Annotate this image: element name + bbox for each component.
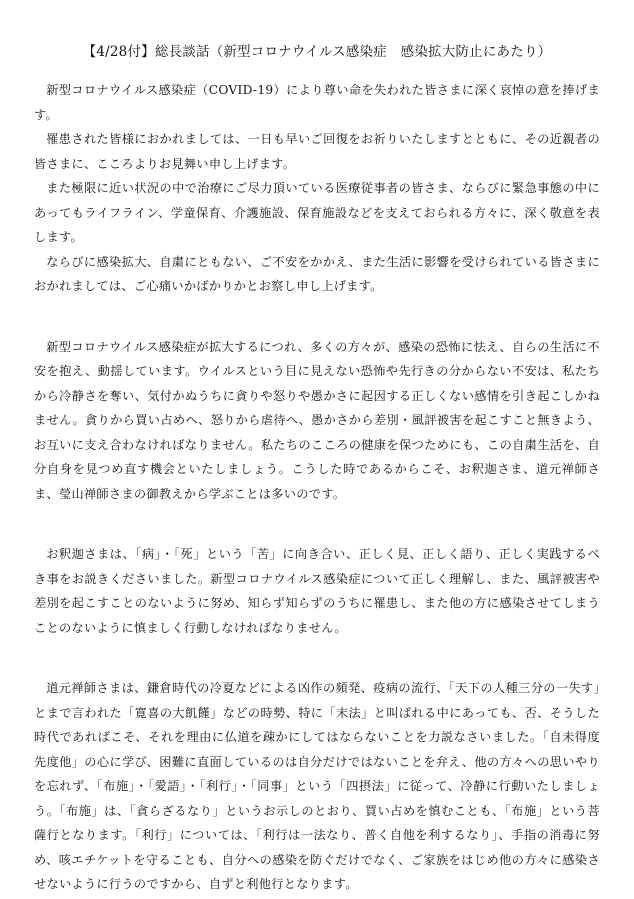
paragraph-spacer bbox=[34, 506, 600, 542]
paragraph: 罹患された皆様におかれましては、一日も早いご回復をお祈りいたしますとともに、その近親者の皆さまに、こころよりお見舞い申し上げます。 bbox=[34, 132, 600, 171]
paragraph-spacer bbox=[34, 640, 600, 676]
paragraph: 新型コロナウイルス感染症が拡大するにつれ、多くの方々が、感染の恐怖に怯え、自らの生活に不安を抱え、動揺しています。ウイルスという目に見えない恐怖や先行きの分からない不安は、私たちから冷静さを奪い、気付かぬうちに貪りや怒りや愚かさに起因する正しくない感情を引き起こしかねません。貪りから買い占めへ、怒りから虐待へ、愚かさから差別・風評被害を起こすこと無きよう、お互いに支え合わなければなりません。私たちのこころの健康を保つためにも、この自粛生活を、自分自身を見つめ直す機会といたしましょう。こうした時であるからこそ、お釈迦さま、道元禅師さま、瑩山禅師さまの御教えから学ぶことは多いのです。 bbox=[34, 339, 600, 501]
paragraph: 道元禅師さまは、鎌倉時代の冷夏などによる凶作の頻発、疫病の流行、「天下の人種三分の一失す」とまで言われた「寛喜の大飢饉」などの時勢、特に「末法」と叫ばれる中にあっても、否、そうした時代であればこそ、それを理由に仏道を疎かにしてはならないことを力説なさいました。「自未得度先度他」の心に学び、困難に直面しているのは自分だけではないことを弁え、他の方々への思いやりを忘れず、「布施」・「愛語」・「利行」・「同事」という「四摂法」に従って、冷静に行動いたしましょう。「布施」は、「貪らざるなり」というお示しのとおり、買い占めを慎むことも、「布施」という菩薩行となります。「利行」については、「利行は一法なり、普く自他を利するなり」、手指の消毒に努め、咳エチケットを守ることも、自分への感染を防ぐだけでなく、ご家族をはじめ他の方々に感染させないように行うのですから、自ずと利他行となります。 bbox=[34, 681, 600, 891]
paragraph: 新型コロナウイルス感染症（COVID-19）により尊い命を失われた皆さまに深く哀悼の意を捧げます。 bbox=[34, 83, 600, 122]
paragraph: お釈迦さまは、「病」・「死」という「苦」に向き合い、正しく見、正しく語り、正しく実践するべき事をお説きくださいました。新型コロナウイルス感染症について正しく理解し、また、風評被害や差別を起こすことのないように努め、知らず知らずのうちに罹患し、また他の方に感染させてしまうことのないように慎ましく行動しなければなりません。 bbox=[34, 547, 600, 635]
document-body bbox=[34, 78, 600, 897]
paragraph: また極限に近い状況の中で治療にご尽力頂いている医療従事者の皆さま、ならびに緊急事態の中にあってもライフライン、学童保育、介護施設、保育施設などを支えておられる方々に、深く敬意を表します。 bbox=[34, 181, 600, 244]
paragraph-spacer bbox=[34, 299, 600, 335]
paragraph: ならびに感染拡大、自粛にともない、ご不安をかかえ、また生活に影響を受けられている皆さまにおかれましては、ご心痛いかばかりかとお察し申し上げます。 bbox=[34, 254, 600, 293]
document-title: 【4/28付】総長談話（新型コロナウイルス感染症 感染拡大防止にあたり） bbox=[82, 44, 552, 60]
